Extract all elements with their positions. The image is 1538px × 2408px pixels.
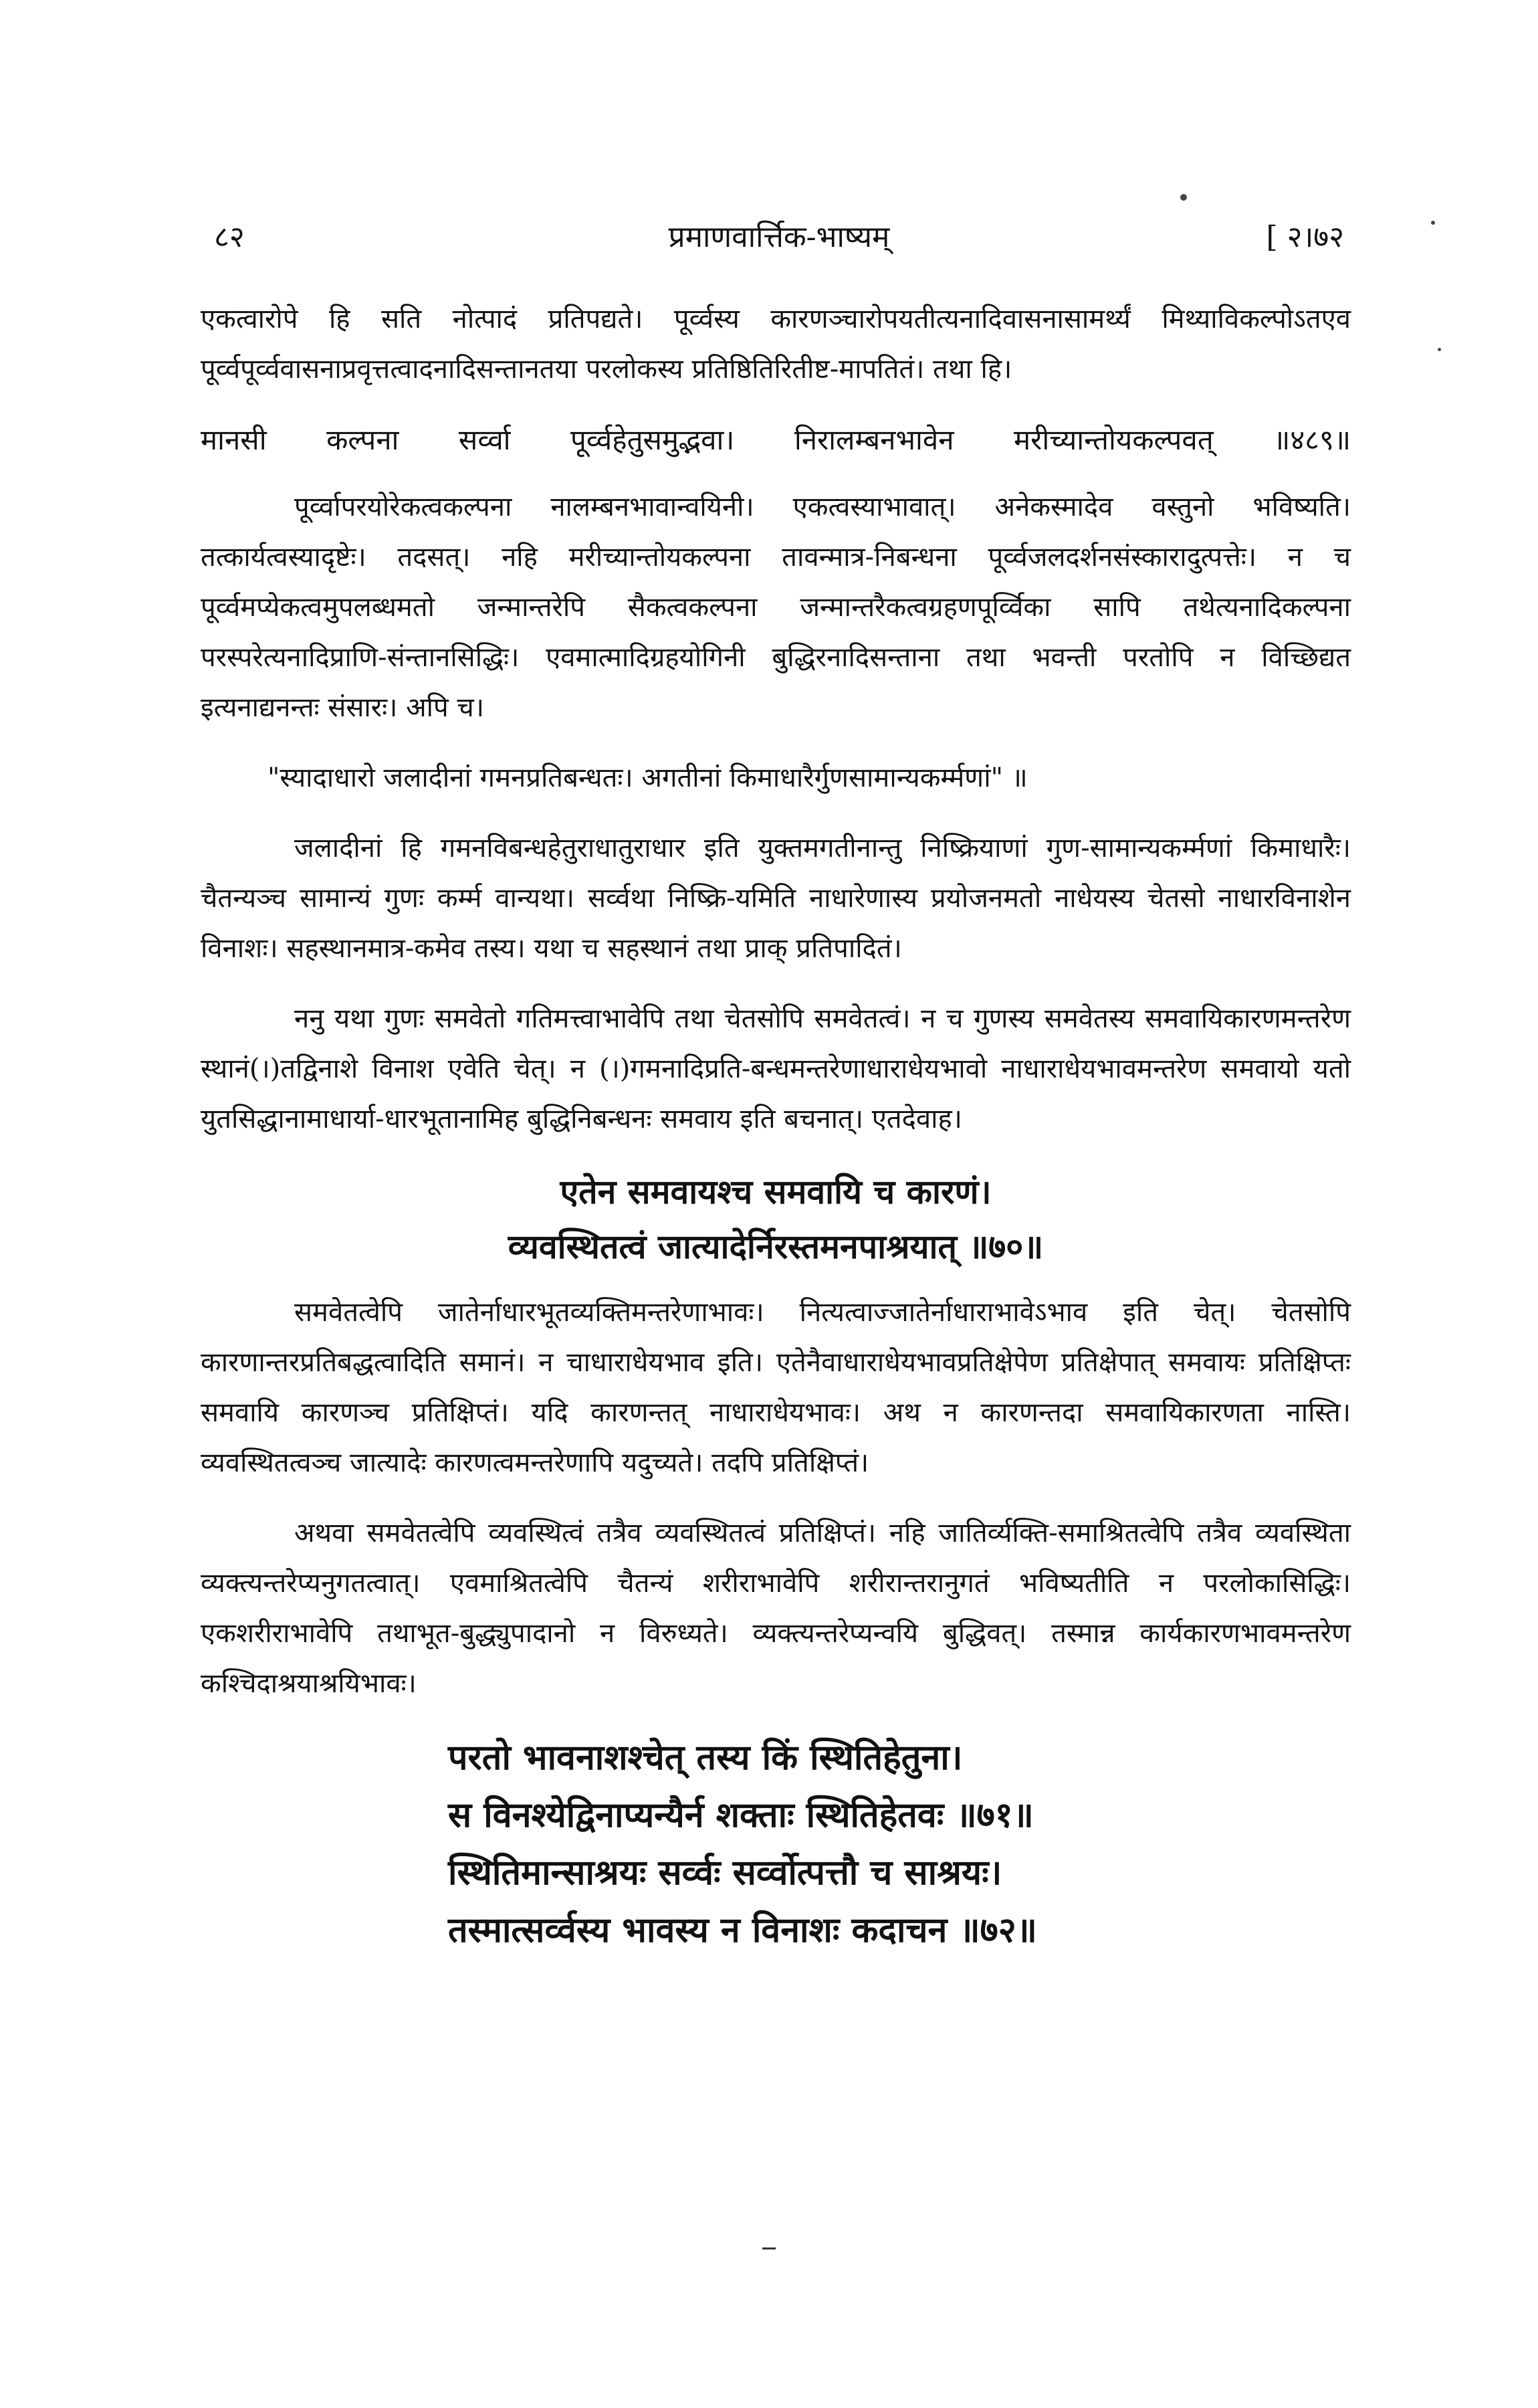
page-number-left: ८२ (214, 220, 245, 254)
paragraph-4: ननु यथा गुणः समवेतो गतिमत्त्वाभावेपि तथा चेतसोपि समवेतत्वं। न च गुणस्य समवेतस्य समवायिकारणमन्तरेण स्थानं(।)तद्विनाशे विनाश एवेति चेत्। न (।)गमनादिप्रति-बन्धमन्तरेणाधाराधेयभावो नाधाराधेयभावमन्तरेण समवायो यतो युतसिद्धानामाधार्या-धारभूतानामिह बुद्धिनिबन्धनः समवाय इति बचनात्। एतदेवाह। (201, 1003, 1351, 1134)
scan-speck (1431, 221, 1435, 225)
karika-70-line-2: व्यवस्थितत्वं जात्यादेर्निरस्तमनपाश्रयात् ॥७०॥ (508, 1227, 1044, 1266)
paragraph-3: जलादीनां हि गमनविबन्धहेतुराधातुराधार इति युक्तमगतीनान्तु निष्क्रियाणां गुण-सामान्यकर्म्मणां किमाधारैः। चैतन्यञ्च सामान्यं गुणः कर्म्म वान्यथा। सर्व्वथा निष्क्रि-यमिति नाधारेणास्य प्रयोजनमतो नाधेयस्य चेतसो नाधारविनाशेन विनाशः। सहस्थानमात्र-कमेव तस्य। यथा च सहस्थानं तथा प्राक् प्रतिपादितं। (201, 833, 1351, 964)
page-body (201, 294, 1351, 1973)
paragraph-6: अथवा समवेतत्वेपि व्यवस्थित्वं तत्रैव व्यवस्थितत्वं प्रतिक्षिप्तं। नहि जातिर्व्यक्ति-समाश्रितत्वेपि तत्रैव व्यवस्थिता व्यक्त्यन्तरेप्यनुगतत्वात्। एवमाश्रितत्वेपि चैतन्यं शरीराभावेपि शरीरान्तरानुगतं भविष्यतीति न परलोकासिद्धिः। एकशरीराभावेपि तथाभूत-बुद्ध्युपादानो न विरुध्यते। व्यक्त्यन्तरेप्यन्वयि बुद्धिवत्। तस्मान्न कार्यकारणभावमन्तरेण कश्चिदाश्रयाश्रयिभावः। (201, 1518, 1351, 1699)
running-title: प्रमाणवार्त्तिक-भाष्यम् (668, 220, 890, 254)
verse-489: मानसी कल्पना सर्व्वा पूर्व्वहेतुसमुद्भवा। निरालम्बनभावेन मरीच्यान्तोयकल्पवत् ॥४८९॥ (201, 423, 1351, 456)
section-reference: [ २।७२ (1266, 220, 1344, 254)
scan-speck (1438, 348, 1441, 351)
karika-70-line-1: एतेन समवायश्च समवायि च कारणं। (560, 1172, 992, 1211)
karika-71-72 (201, 1729, 1351, 1959)
page-header (214, 211, 1344, 264)
bottom-dash-mark (762, 2247, 776, 2249)
karika-72-line-2: तस्मात्सर्व्वस्य भावस्य न विनाशः कदाचन ॥७२॥ (448, 1910, 1037, 1950)
paragraph-2: पूर्व्वापरयोरेकत्वकल्पना नालम्बनभावान्वयिनी। एकत्वस्याभावात्। अनेकस्मादेव वस्तुनो भविष्यति। तत्कार्यत्वस्यादृष्टेः। तदसत्। नहि मरीच्यान्तोयकल्पना तावन्मात्र-निबन्धना पूर्व्वजलदर्शनसंस्कारादुत्पत्तेः। न च पूर्व्वमप्येकत्वमुपलब्धमतो जन्मान्तरेपि सैकत्वकल्पना जन्मान्तरैकत्वग्रहणपूर्व्विका सापि तथेत्यनादिकल्पना परस्परेत्यनादिप्राणि-संन्तानसिद्धिः। एवमात्मादिग्रहयोगिनी बुद्धिरनादिसन्ताना तथा भवन्ती परतोपि न विच्छिद्यत इत्यनाद्यनन्तः संसारः। अपि च। (201, 492, 1351, 723)
karika-71-line-2: स विनश्येद्विनाप्यन्यैर्न शक्ताः स्थितिहेतवः ॥७१॥ (448, 1795, 1034, 1835)
paragraph-1: एकत्वारोपे हि सति नोत्पादं प्रतिपद्यते। पूर्व्वस्य कारणञ्चारोपयतीत्यनादिवासनासामर्थ्यं मिथ्याविकल्पोऽतएव पूर्व्वपूर्व्ववासनाप्रवृत्तत्वादनादिसन्तानतया परलोकस्य प्रतिष्ठितिरितीष्ट-मापतितं। तथा हि। (201, 304, 1351, 385)
karika-70 (201, 1165, 1351, 1274)
quoted-verse: "स्यादाधारो जलादीनां गमनप्रतिबन्धतः। अगतीनां किमाधारैर्गुणसामान्यकर्म्मणां" ॥ (267, 763, 1028, 793)
karika-72-line-1: स्थितिमान्साश्रयः सर्व्वः सर्व्वोत्पत्तौ च साश्रयः। (448, 1852, 1002, 1893)
scan-speck (1180, 194, 1187, 201)
karika-71-line-1: परतो भावनाशश्चेत् तस्य किं स्थितिहेतुना। (448, 1737, 963, 1778)
paragraph-5: समवेतत्वेपि जातेर्नाधारभूतव्यक्तिमन्तरेणाभावः। नित्यत्वाज्जातेर्नाधाराभावेऽभाव इति चेत्। चेतसोपि कारणान्तरप्रतिबद्धत्वादिति समानं। न चाधाराधेयभाव इति। एतेनैवाधाराधेयभावप्रतिक्षेपेण प्रतिक्षेपात् समवायः प्रतिक्षिप्तः समवायि कारणञ्च प्रतिक्षिप्तं। यदि कारणन्तत् नाधाराधेयभावः। अथ न कारणन्तदा समवायिकारणता नास्ति। व्यवस्थितत्वञ्च जात्यादेः कारणत्वमन्तरेणापि यदुच्यते। तदपि प्रतिक्षिप्तं। (201, 1297, 1351, 1478)
